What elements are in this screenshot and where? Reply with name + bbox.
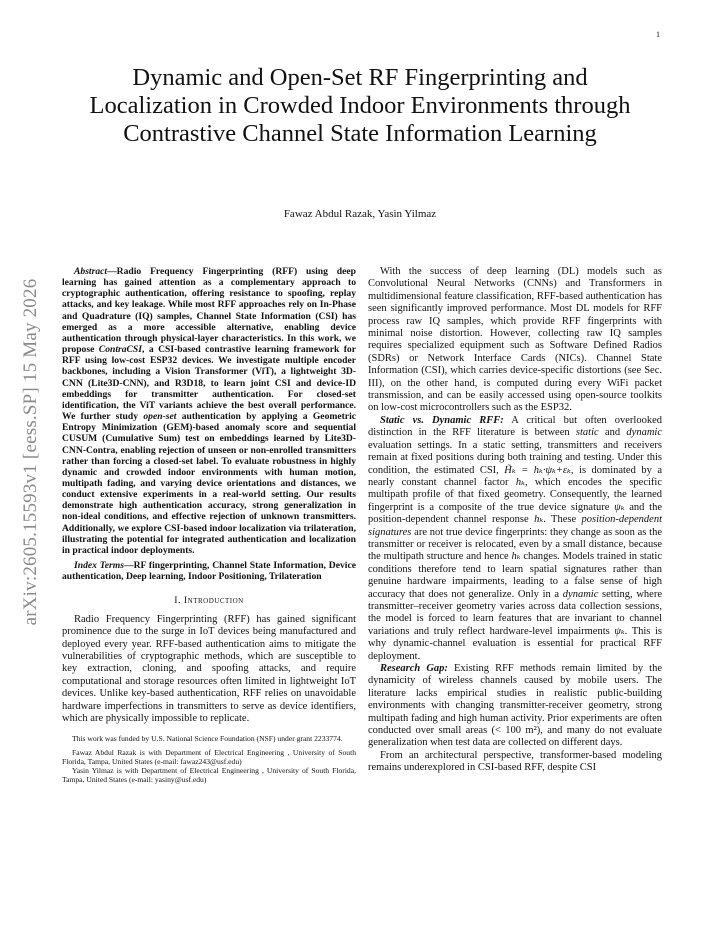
index-terms-text: —RF fingerprinting, Channel State Information, Device authentication, Deep learning, Indoor Positioning, Trilateration (62, 560, 356, 583)
right-paragraph-1: With the success of deep learning (DL) models such as Convolutional Neural Networks (CNNs) and Transformers in multidimensional feature classification, RFF-based authentication has seen significantly improved performance. Most DL models for RFF process raw IQ samples, which provide RFF fingerprints with minimal noise distortion. However, collecting raw IQ samples requires specialized equipment such as Software Defined Radios (SDRs) or Network Interface Cards (NICs). Channel State Information (CSI), which carries device-specific distortions (see Sec. III), on the other hand, is computed during every WiFi packet transmission, and can be easily accessed using open-source toolkits on low-cost microcontrollers such as the ESP32. (368, 266, 662, 414)
static-text-5: , which encodes the specific multipath profile of that fixed geometry. Consequently, the learned fingerprint is a composite of the true device signature (368, 476, 662, 513)
abstract-text-2: , a CSI-based contrastive learning framework for RFF using low-cost ESP32 devices. We investigate multiple encoder backbones, including a Vision Transformer (ViT), a lightweight 3D-CNN (Lite3D-CNN), and R3D18, to learn joint CSI and device-ID embeddings for transmitter authentication. For closed-set identification, the ViT variants achieve the best overall performance. We further study (62, 344, 356, 423)
static-text-11: . This is why dynamic-channel evaluation is essential for practical RFF deployment. (368, 625, 662, 662)
research-gap-heading: Research Gap: (380, 663, 448, 674)
arxiv-sidebar (16, 232, 46, 672)
research-gap-paragraph (368, 663, 662, 750)
abstract-text-3: authentication by applying a Geometric Entropy Minimization (GEM)-based anomaly score and sequential CUSUM (Cumulative Sum) test on embeddings learned by Lite3D-CNN-Contra, enabling rejection of unseen or non-enrolled transmitters rather than forcing a closed-set label. To evaluate robustness in highly dynamic and crowded indoor environments with human motion, multipath fading, and varying device orientations and distances, we conduct extensive experiments in a real-world setting. Our results demonstrate high authentication accuracy, strong generalization in non-ideal conditions, and effective rejection of unknown transmitters. Additionally, we explore CSI-based indoor localization via trilateration, illustrating the potential for integrated authentication and localization in practical indoor deployments. (62, 411, 356, 556)
static-text-2: and (598, 427, 627, 439)
footnote-author-1: Fawaz Abdul Razak is with Department of Electrical Engineering , University of South Florida, Tampa, United States (e-mail: fawaz243@usf.edu) (62, 747, 356, 766)
static-vs-dynamic-heading: Static vs. Dynamic RFF: (380, 414, 504, 426)
symbol-psi-1: ψₖ (614, 501, 625, 513)
index-terms (62, 560, 356, 582)
static-text-7: . These (543, 514, 582, 526)
arxiv-stamp: arXiv:2605.15593v1 [eess.SP] 15 May 2026 (20, 278, 41, 626)
right-column (368, 266, 662, 775)
csi-equation: H̃ₖ = hₖ·ψₖ+εₖ (504, 464, 571, 476)
position-dependent-signatures: position-dependent signatures (368, 514, 662, 538)
static-text-4: , is dominated by a nearly constant channel factor (368, 464, 662, 488)
section-numeral: I. (174, 595, 181, 607)
paper-authors: Fawaz Abdul Razak, Yasin Yilmaz (283, 208, 437, 220)
static-text-9: changes. Models trained in static conditions therefore tend to learn spatial signatures rather than genuine hardware impairments, leading to a false sense of high accuracy that does not generalize. Only in a (368, 551, 662, 600)
symbol-h-1: hₖ (515, 476, 525, 488)
footnote-author-2: Yasin Yilmaz is with Department of Electrical Engineering , University of South Florida, Tampa, United States (e-mail: yasiny@usf.edu) (62, 766, 356, 785)
abstract-text-1: —Radio Frequency Fingerprinting (RFF) using deep learning has gained attention as a complementary approach to cryptographic authentication, offering resistance to spoofing, replay attacks, and key leakage. While most RFF approaches rely on In-Phase and Quadrature (IQ) samples, Channel State Information (CSI) has emerged as a more accessible alternative, enabling device authentication through physical-layer characteristics. In this work, we propose (62, 266, 356, 356)
paper-title: Dynamic and Open-Set RF Fingerprinting and Localization in Crowded Indoor Environments through Contrastive Channel State Information Learning (89, 64, 631, 147)
left-column (62, 266, 356, 784)
right-paragraph-last: From an architectural perspective, transformer-based modeling remains underexplored in CSI-based RFF, despite CSI (368, 749, 662, 774)
static-text-1: A critical but often overlooked distinction in the RFF literature is between (368, 414, 662, 439)
static-text-8: are not true device fingerprints: they change as soon as the transmitter or receiver is relocated, even by a small distance, because the multipath structure and hence (368, 526, 662, 563)
intro-paragraph-1: Radio Frequency Fingerprinting (RFF) has gained significant prominence due to the surge in IoT devices being manufactured and deployed every year. RFF-based authentication aims to mitigate the vulnerabilities of cryptographic methods, which are susceptible to key extraction, cloning, and spoofing attacks, and require computational and storage resources often limited in lightweight IoT devices. Unlike key-based authentication, RFF relies on unavoidable hardware imperfections in transmitters to serve as device identifiers, which are physically impossible to replicate. (62, 613, 356, 725)
abstract (62, 266, 356, 556)
static-text-3: evaluation settings. In a static setting, transmitters and receivers remain at fixed positions during both training and testing. Under this condition, the estimated CSI, (368, 439, 662, 476)
abstract-lead: Abstract (74, 266, 108, 277)
page-number: 1 (656, 30, 660, 39)
static-text-6: and the position-dependent channel response (368, 501, 662, 526)
symbol-h-2: hₖ (534, 514, 544, 526)
index-terms-lead: Index Terms (74, 560, 124, 572)
static-word: static (575, 427, 599, 439)
abstract-contracsi: ContraCSI (98, 344, 142, 356)
static-text-10: setting, where transmitter–receiver geometry varies across data collection sessions, the model is forced to learn features that are invariant to channel variations and truly reflect hardware-level impairments (368, 588, 663, 637)
static-vs-dynamic-paragraph (368, 415, 662, 663)
dynamic-word-2: dynamic (562, 588, 599, 600)
section-title: Introduction (183, 595, 244, 607)
dynamic-word: dynamic (626, 427, 662, 439)
section-heading-introduction (62, 595, 356, 607)
abstract-openset: open-set (143, 411, 177, 423)
symbol-h-3: hₖ (511, 551, 521, 563)
research-gap-text: Existing RFF methods remain limited by the dynamicity of wireless channels caused by mobile users. The literature lacks empirical studies in realistic public-building environments with changing transmitter-receiver geometry, strong multipath fading and high human activity. Prior experiments are often conducted over small areas (< 100 m²), and many do not evaluate generalization when test data are collected on different days. (368, 663, 663, 749)
footnote-funding: This work was funded by U.S. National Science Foundation (NSF) under grant 2233774. (72, 734, 343, 744)
symbol-psi-2: ψₖ (614, 625, 625, 637)
footnotes (62, 734, 356, 784)
